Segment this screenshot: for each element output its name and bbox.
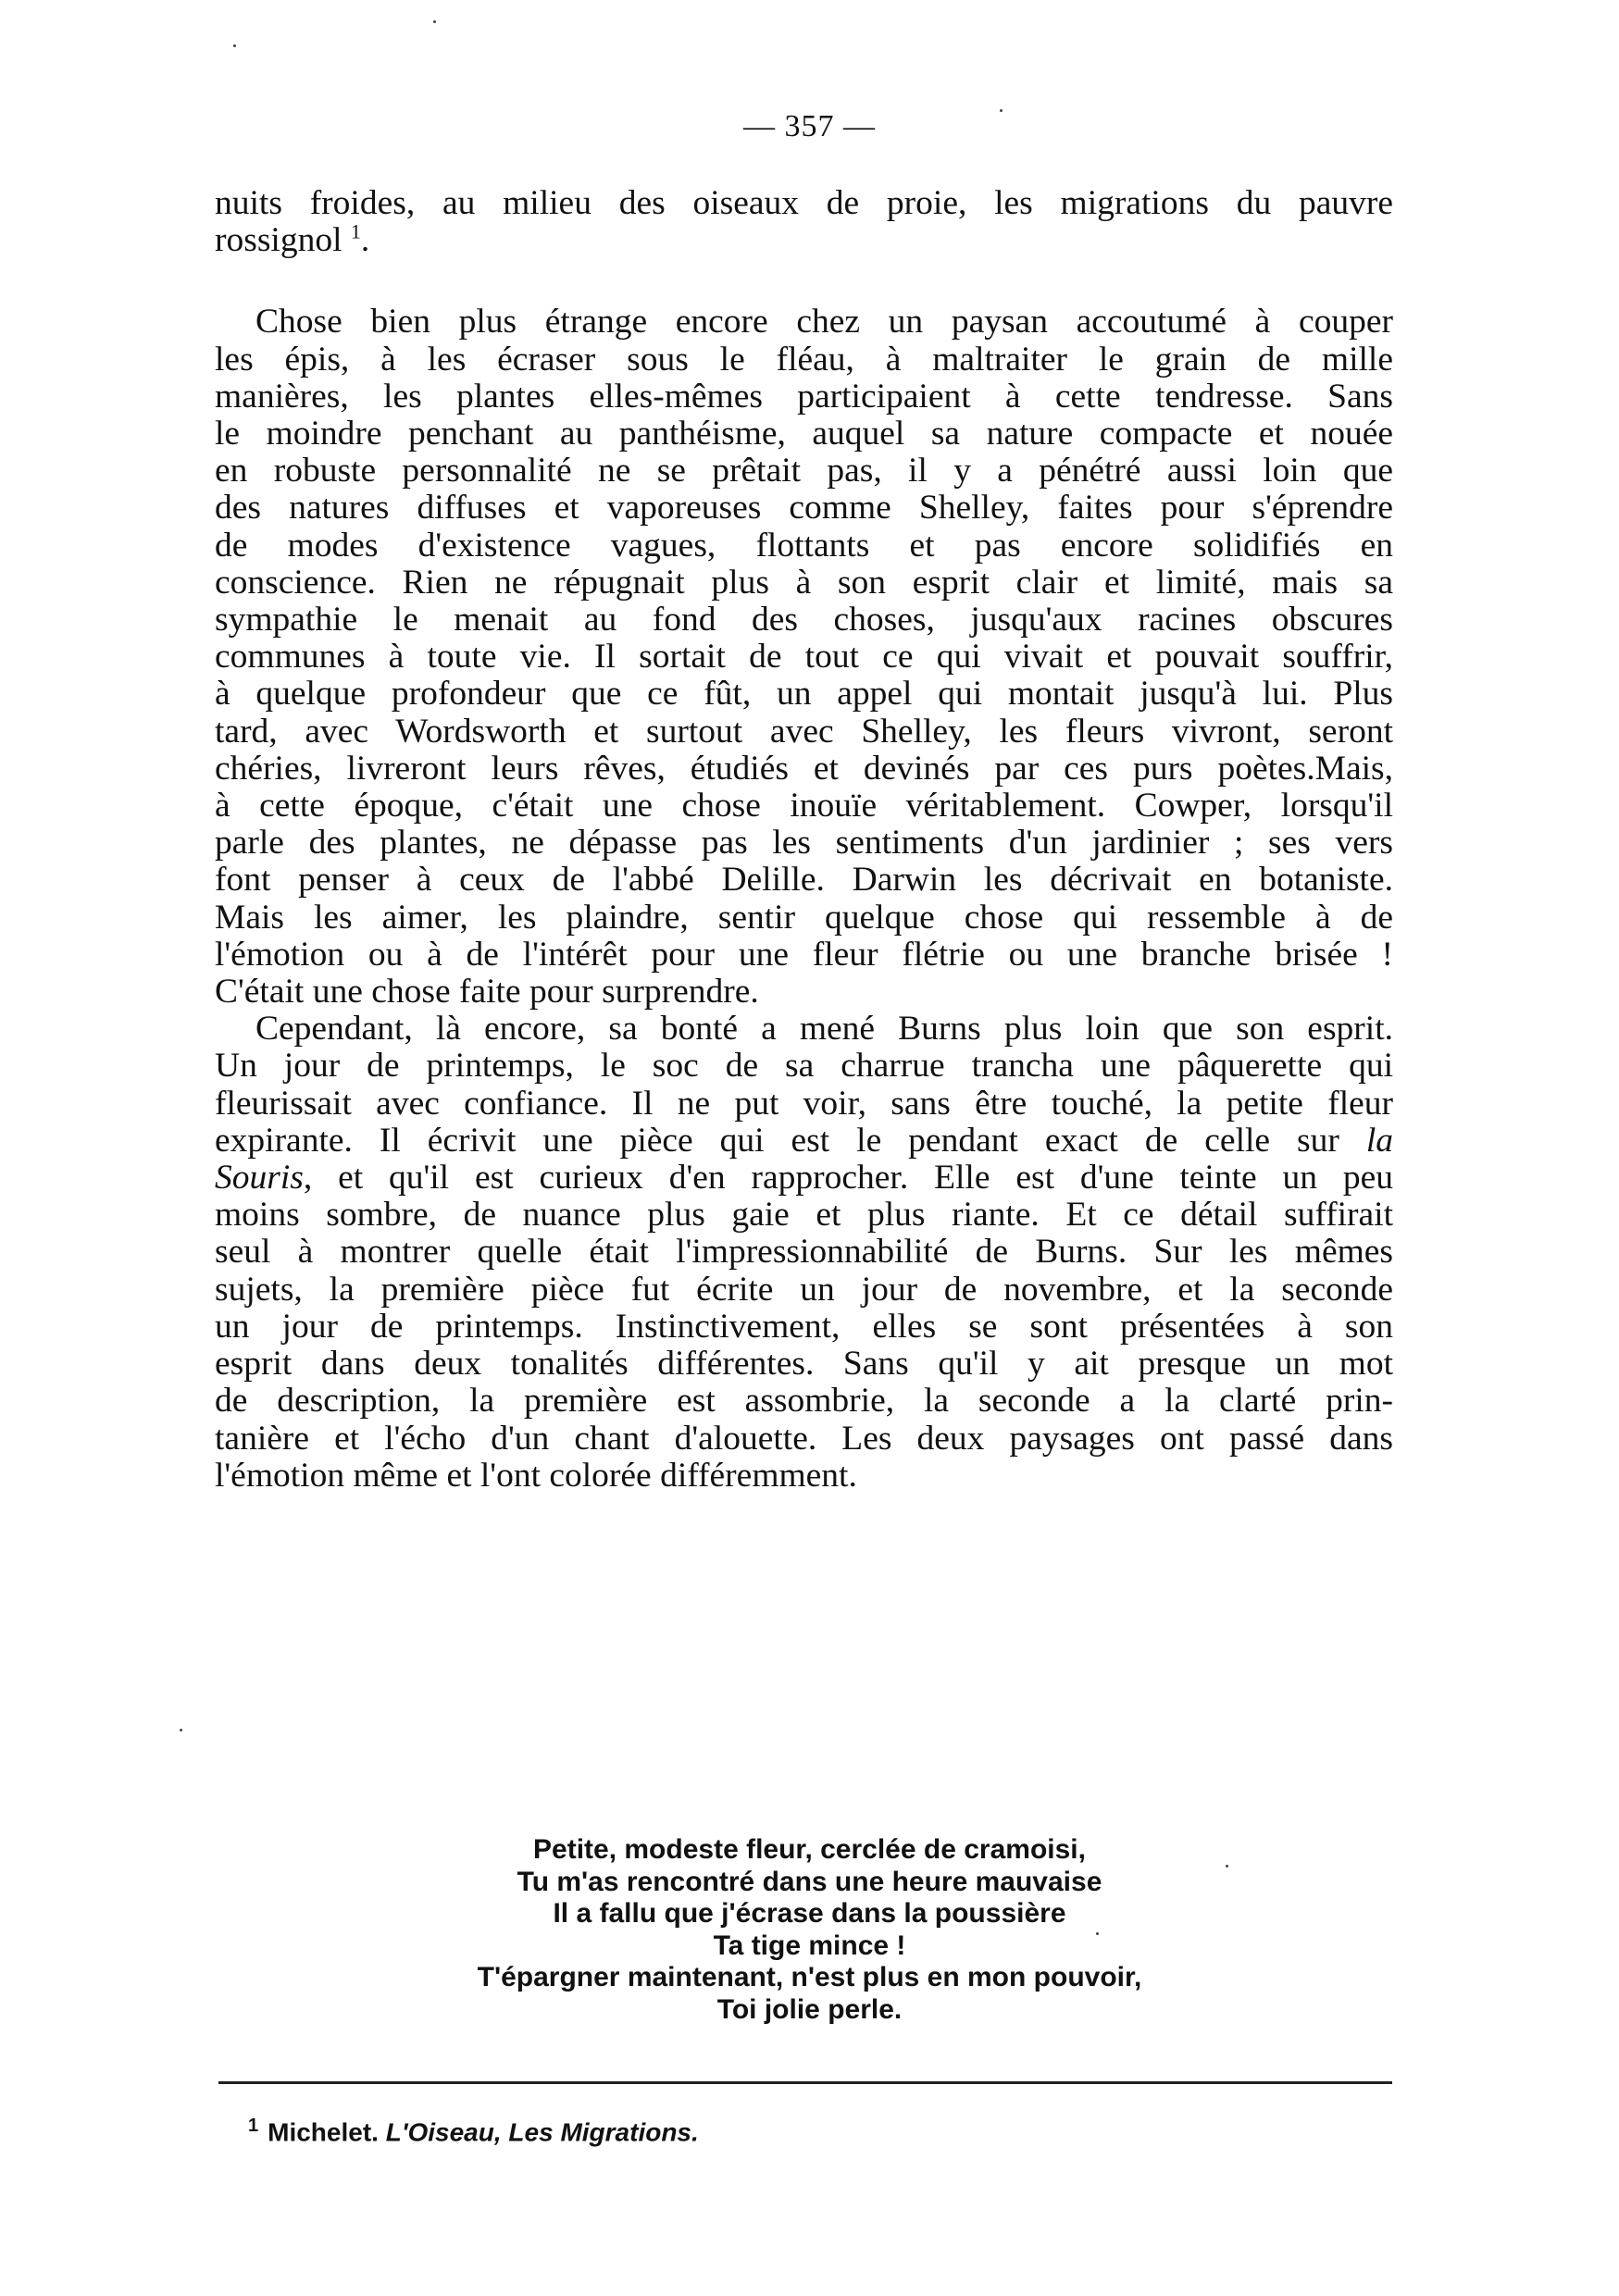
text-line: fleurissait avec confiance. Il ne put voir, sans être touché, la petite fleur bbox=[215, 1084, 1393, 1123]
paragraph-1 bbox=[215, 185, 1393, 259]
verse-line: T'épargner maintenant, n'est plus en mon pouvoir, bbox=[477, 1962, 1142, 1992]
text-line: en robuste personnalité ne se prêtait pas, il y a pénétré aussi loin que bbox=[215, 452, 1393, 490]
scan-speck bbox=[1000, 109, 1003, 112]
scan-speck bbox=[1096, 1932, 1099, 1935]
text-line: font penser à ceux de l'abbé Delille. Darwin les décrivait en botaniste. bbox=[215, 861, 1393, 900]
text-line: chéries, livreront leurs rêves, étudiés et devinés par ces purs poètes.Mais, bbox=[215, 749, 1393, 788]
verse-block bbox=[0, 1834, 1619, 2026]
text-line: C'était une chose faite pour surprendre. bbox=[215, 973, 759, 1011]
paragraph-2 bbox=[215, 304, 1393, 1011]
verse-line: Il a fallu que j'écrase dans la poussière bbox=[553, 1898, 1066, 1929]
text-fragment: expirante. Il écrivit une pièce qui est le pendant exact de celle sur bbox=[215, 1121, 1339, 1160]
text-line: les épis, à les écraser sous le fléau, à maltraiter le grain de mille bbox=[215, 340, 1393, 379]
text-line: l'émotion ou à de l'intérêt pour une fleur flétrie ou une branche brisée ! bbox=[215, 935, 1393, 974]
text-line: Cependant, là encore, sa bonté a mené Burns plus loin que son esprit. bbox=[255, 1010, 1393, 1049]
text-line: moins sombre, de nuance plus gaie et plus riante. Et ce détail suffirait bbox=[215, 1196, 1393, 1235]
footnote bbox=[248, 2116, 699, 2147]
scan-speck bbox=[180, 1729, 182, 1731]
footnote-mark: 1 bbox=[248, 2116, 259, 2136]
text-line: Chose bien plus étrange encore chez un paysan accoutumé à couper bbox=[255, 303, 1393, 341]
text-line: esprit dans deux tonalités différentes. Sans qu'il y ait presque un mot bbox=[215, 1345, 1393, 1384]
text-line: de modes d'existence vagues, flottants et pas encore solidifiés en bbox=[215, 526, 1393, 565]
italic-title: Souris bbox=[215, 1159, 304, 1198]
scan-speck bbox=[433, 20, 436, 23]
text-line: sujets, la première pièce fut écrite un jour de novembre, et la seconde bbox=[215, 1270, 1393, 1309]
text-line: parle des plantes, ne dépasse pas les sentiments d'un jardinier ; ses vers bbox=[215, 824, 1393, 863]
text-line: le moindre penchant au panthéisme, auquel sa nature compacte et nouée bbox=[215, 415, 1393, 453]
text-line bbox=[215, 1123, 1393, 1160]
footnote-reference[interactable]: 1 bbox=[350, 219, 361, 243]
text-line: un jour de printemps. Instinctivement, elles se sont présentées à son bbox=[215, 1307, 1393, 1346]
footnote-separator-rule bbox=[218, 2081, 1392, 2084]
text-line: de description, la première est assombrie, la seconde a la clarté prin- bbox=[215, 1382, 1393, 1421]
scan-speck bbox=[233, 44, 236, 47]
italic-title: la bbox=[1365, 1121, 1393, 1160]
text-line: tard, avec Wordsworth et surtout avec Shelley, les fleurs vivront, seront bbox=[215, 712, 1393, 751]
footnote-author: Michelet. bbox=[268, 2117, 379, 2147]
text-line: conscience. Rien ne répugnait plus à son esprit clair et limité, mais sa bbox=[215, 563, 1393, 602]
text-line: nuits froides, au milieu des oiseaux de proie, les migrations du pauvre bbox=[215, 184, 1393, 222]
text-line bbox=[215, 219, 1393, 260]
text-line: tanière et l'écho d'un chant d'alouette. Les deux paysages ont passé dans bbox=[215, 1419, 1393, 1458]
text-line: Un jour de printemps, le soc de sa charrue trancha une pâquerette qui bbox=[215, 1047, 1393, 1086]
text-line: des natures diffuses et vaporeuses comme Shelley, faites pour s'éprendre bbox=[215, 489, 1393, 527]
text-fragment: . bbox=[360, 221, 370, 260]
verse-line: Toi jolie perle. bbox=[716, 1993, 903, 2025]
footnote-title: L'Oiseau, Les Migrations. bbox=[385, 2117, 699, 2147]
text-line: l'émotion même et l'ont colorée différemment. bbox=[215, 1456, 857, 1495]
text-line: sympathie le menait au fond des choses, jusqu'aux racines obscures bbox=[215, 601, 1393, 639]
verse-line: Petite, modeste fleur, cerclée de cramoisi, bbox=[533, 1834, 1086, 1865]
text-line: manières, les plantes elles-mêmes participaient à cette tendresse. Sans bbox=[215, 377, 1393, 416]
scan-speck bbox=[1226, 1865, 1228, 1868]
text-line bbox=[215, 1160, 1393, 1197]
text-line: à cette époque, c'était une chose inouïe véritablement. Cowper, lorsqu'il bbox=[215, 787, 1393, 825]
text-line: communes à toute vie. Il sortait de tout ce qui vivait et pouvait souffrir, bbox=[215, 638, 1393, 676]
verse-line: Ta tige mince ! bbox=[713, 1930, 906, 1961]
text-line: à quelque profondeur que ce fût, un appel qui montait jusqu'à lui. Plus bbox=[215, 675, 1393, 714]
text-line: seul à montrer quelle était l'impressionnabilité de Burns. Sur les mêmes bbox=[215, 1233, 1393, 1272]
body-text bbox=[215, 185, 1393, 1495]
text-fragment: rossignol bbox=[215, 221, 342, 260]
text-fragment: , et qu'il est curieux d'en rapprocher. Elle est d'une teinte un peu bbox=[303, 1159, 1393, 1198]
verse-line: Tu m'as rencontré dans une heure mauvaise bbox=[517, 1866, 1102, 1897]
paragraph-gap bbox=[215, 259, 1393, 304]
page-number: — 357 — bbox=[743, 109, 876, 143]
paragraph-3 bbox=[215, 1011, 1393, 1495]
text-line: Mais les aimer, les plaindre, sentir quelque chose qui ressemble à de bbox=[215, 898, 1393, 937]
